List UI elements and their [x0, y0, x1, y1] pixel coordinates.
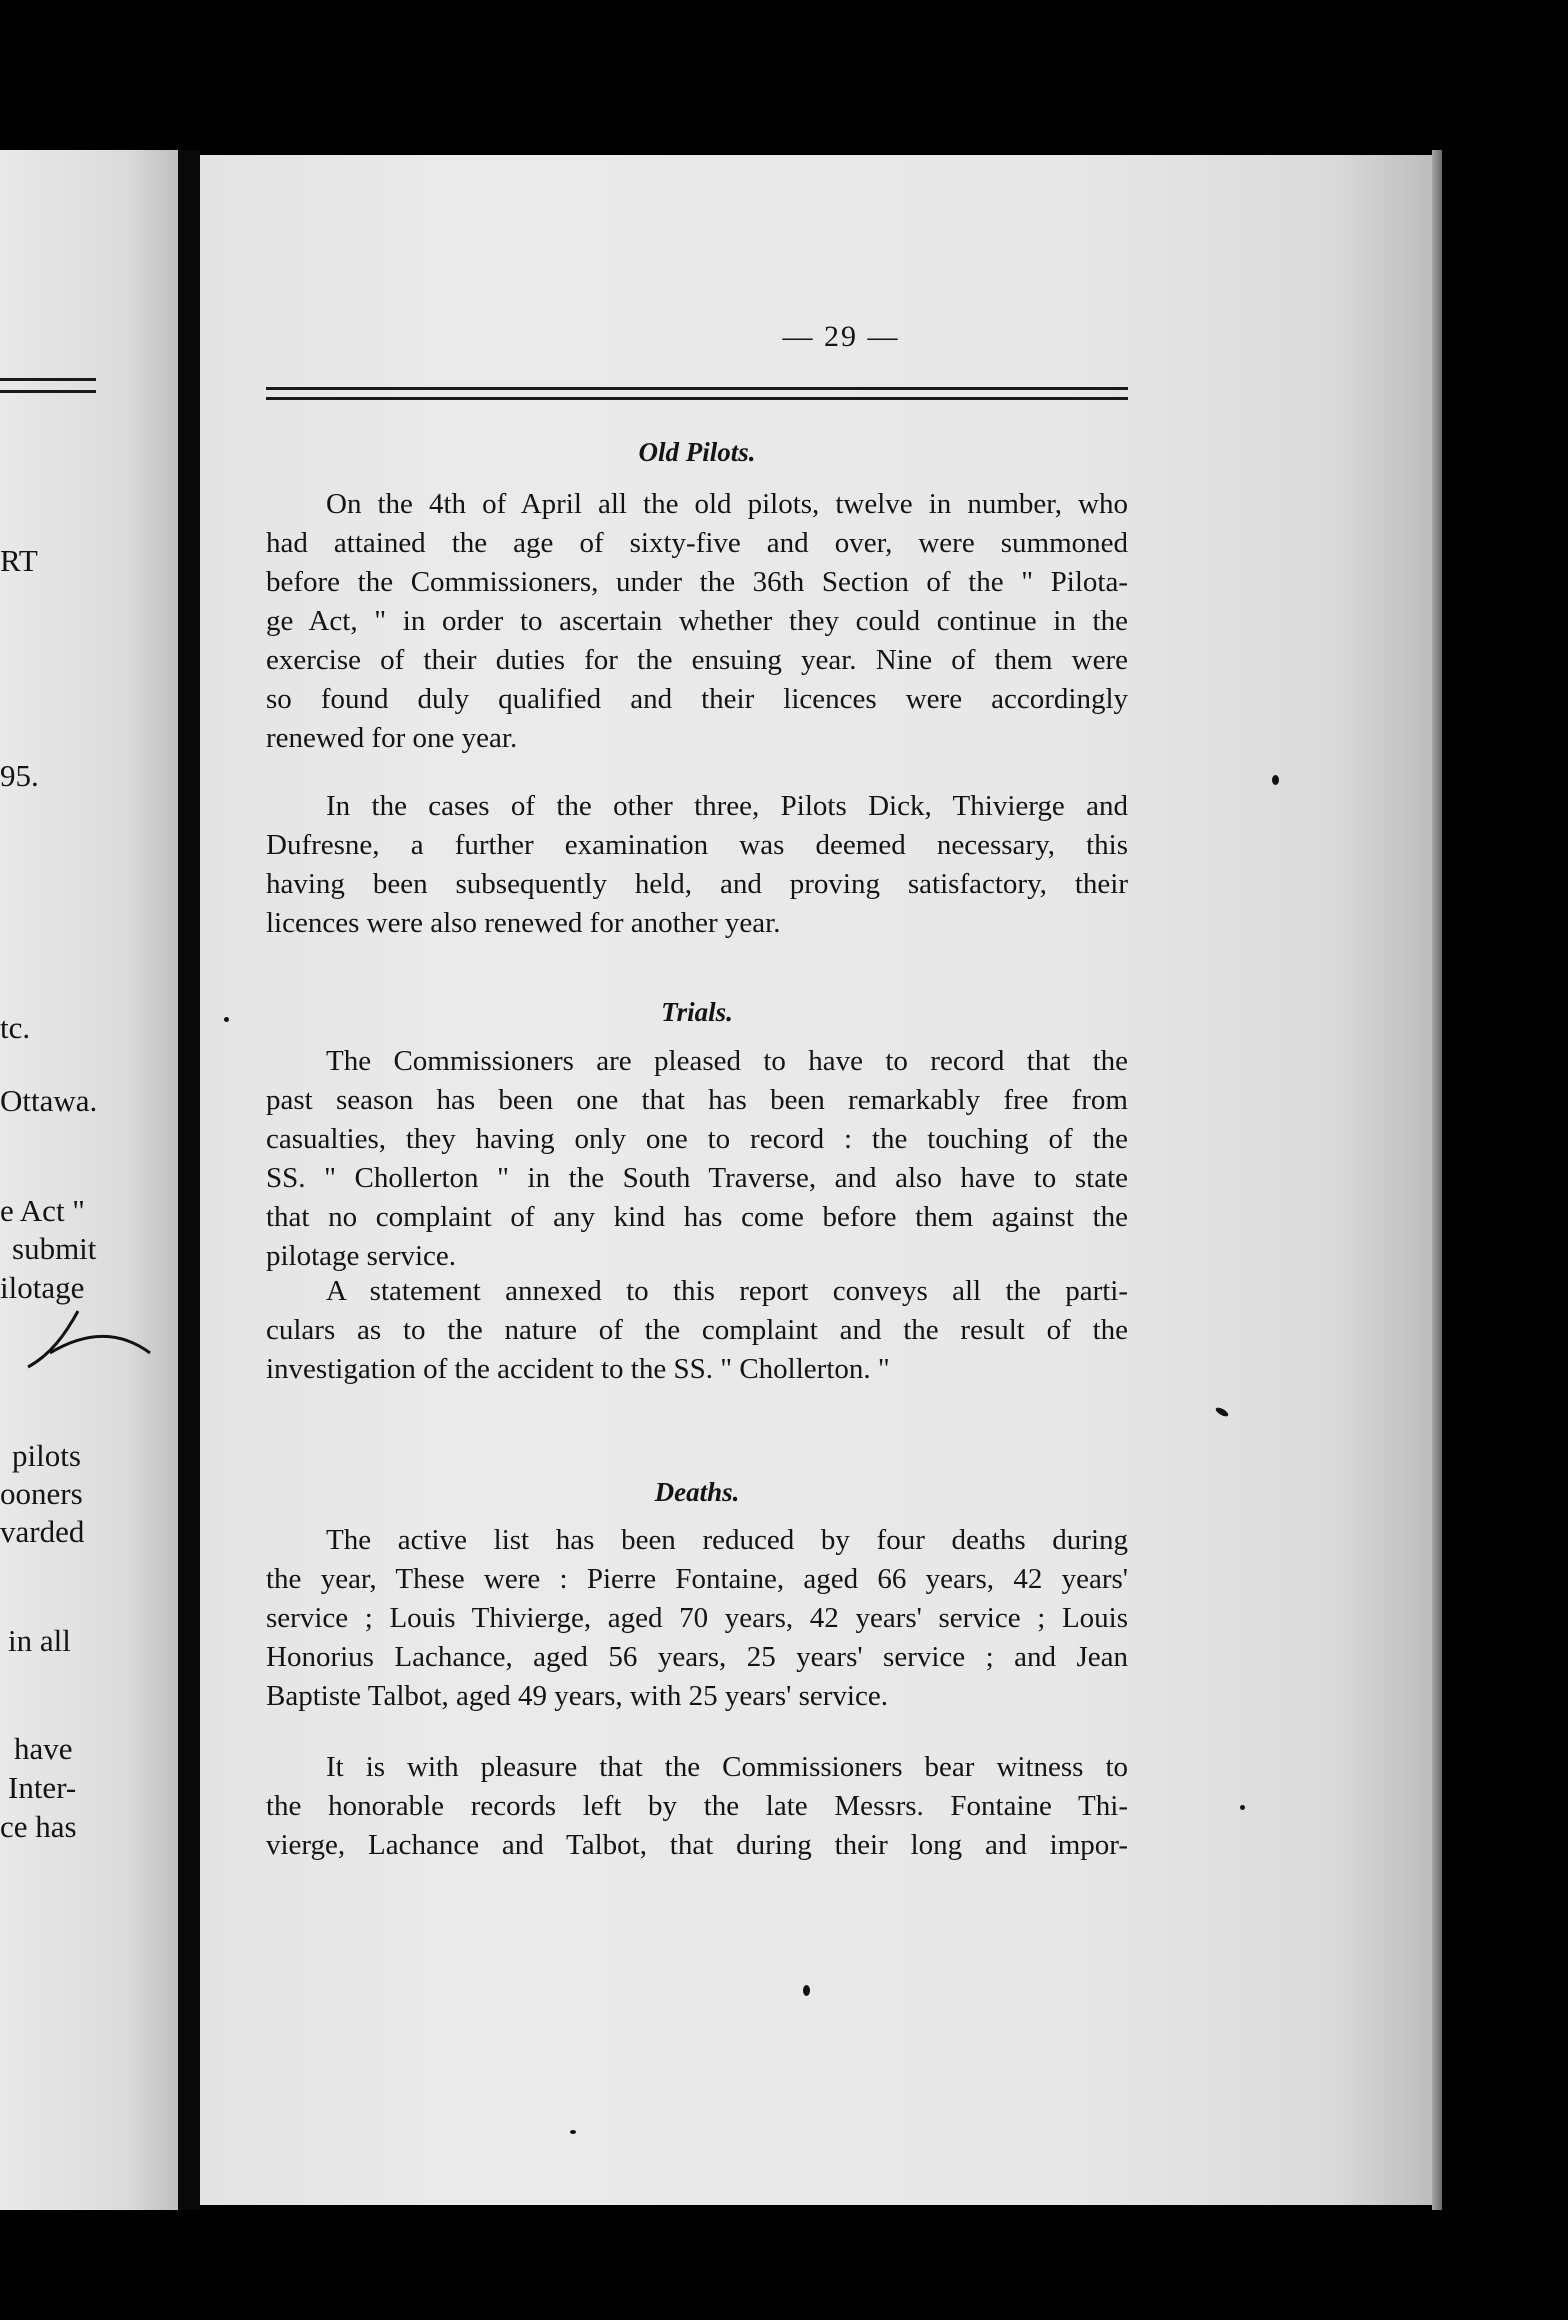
text-line: ge Act, " in order to ascertain whether they could continue in the [266, 605, 1128, 637]
text-line: investigation of the accident to the SS. " Chollerton. " [266, 1353, 890, 1385]
left-page-text: ooners [0, 1476, 83, 1511]
binding-gutter [178, 150, 200, 2210]
text-line: SS. " Chollerton " in the South Traverse, and also have to state [266, 1162, 1128, 1194]
left-page-text: have [14, 1731, 73, 1766]
paragraph [266, 1042, 1128, 1276]
paragraph [266, 485, 1128, 758]
text-line: having been subsequently held, and proving satisfactory, their [266, 868, 1128, 900]
left-page-text: varded [0, 1514, 85, 1549]
document-page [200, 155, 1432, 2205]
page-number-text: — 29 — [782, 320, 900, 353]
paragraph [266, 1521, 1128, 1716]
section-heading-old-pilots: Old Pilots. [638, 437, 756, 467]
text-line: before the Commissioners, under the 36th Section of the " Pilota- [266, 566, 1128, 598]
header-rule-line [266, 387, 1128, 390]
text-line: so found duly qualified and their licences were accordingly [266, 683, 1128, 715]
text-line: A statement annexed to this report conveys all the parti- [326, 1275, 1128, 1307]
page-number [200, 320, 1432, 354]
paragraph [266, 1748, 1128, 1865]
section-heading-trials: Trials. [661, 997, 733, 1027]
left-page-text: pilots [12, 1438, 81, 1473]
text-line: culars as to the nature of the complaint and the result of the [266, 1314, 1128, 1346]
left-page-text: Inter- [8, 1770, 77, 1805]
left-page-text: in all [8, 1623, 71, 1658]
text-line: had attained the age of sixty-five and over, were summoned [266, 527, 1128, 559]
header-rule [266, 387, 1128, 403]
paragraph [266, 787, 1128, 943]
text-line: The active list has been reduced by four deaths during [326, 1524, 1128, 1556]
left-page-rule [0, 390, 96, 393]
text-line: It is with pleasure that the Commissioners bear witness to [326, 1751, 1128, 1783]
page-edge [1432, 150, 1442, 2210]
text-line: casualties, they having only one to record : the touching of the [266, 1123, 1128, 1155]
left-page-text: e Act " [0, 1193, 85, 1228]
left-page-text: RT [0, 543, 38, 578]
left-page-text: ce has [0, 1809, 77, 1844]
scan-speck [803, 1985, 810, 1996]
left-page-text: tc. [0, 1010, 31, 1045]
text-line: On the 4th of April all the old pilots, twelve in number, who [326, 488, 1128, 520]
scan-speck [1240, 1805, 1245, 1810]
section-heading-deaths: Deaths. [654, 1477, 740, 1507]
left-facing-page [0, 150, 178, 2210]
text-line: exercise of their duties for the ensuing year. Nine of them were [266, 644, 1128, 676]
text-line: In the cases of the other three, Pilots Dick, Thivierge and [326, 790, 1128, 822]
left-page-text: Ottawa. [0, 1083, 98, 1118]
header-rule-line [266, 397, 1128, 400]
scan-speck [1272, 775, 1279, 785]
text-line: the honorable records left by the late Messrs. Fontaine Thi- [266, 1790, 1128, 1822]
text-line: past season has been one that has been remarkably free from [266, 1084, 1128, 1116]
paragraph [266, 1272, 1128, 1389]
left-page-text: submit [12, 1231, 97, 1266]
left-page-rule [0, 378, 96, 381]
text-line: pilotage service. [266, 1240, 457, 1272]
text-line: Honorius Lachance, aged 56 years, 25 years' service ; and Jean [266, 1641, 1128, 1673]
text-line: The Commissioners are pleased to have to record that the [326, 1045, 1128, 1077]
left-page-text: 95. [0, 758, 39, 793]
text-line: vierge, Lachance and Talbot, that during their long and impor- [266, 1829, 1128, 1861]
left-page-text: ilotage [0, 1270, 85, 1305]
text-line: that no complaint of any kind has come before them against the [266, 1201, 1128, 1233]
text-line: Dufresne, a further examination was deemed necessary, this [266, 829, 1128, 861]
text-line: the year, These were : Pierre Fontaine, aged 66 years, 42 years' [266, 1563, 1128, 1595]
text-line: renewed for one year. [266, 722, 518, 754]
scan-speck [224, 1017, 229, 1022]
scan-speck [1214, 1406, 1229, 1418]
text-line: service ; Louis Thivierge, aged 70 years, 42 years' service ; Louis [266, 1602, 1128, 1634]
scan-speck [570, 2130, 576, 2134]
text-line: Baptiste Talbot, aged 49 years, with 25 years' service. [266, 1680, 888, 1712]
text-line: licences were also renewed for another year. [266, 907, 781, 939]
pen-mark-icon [20, 1305, 160, 1375]
